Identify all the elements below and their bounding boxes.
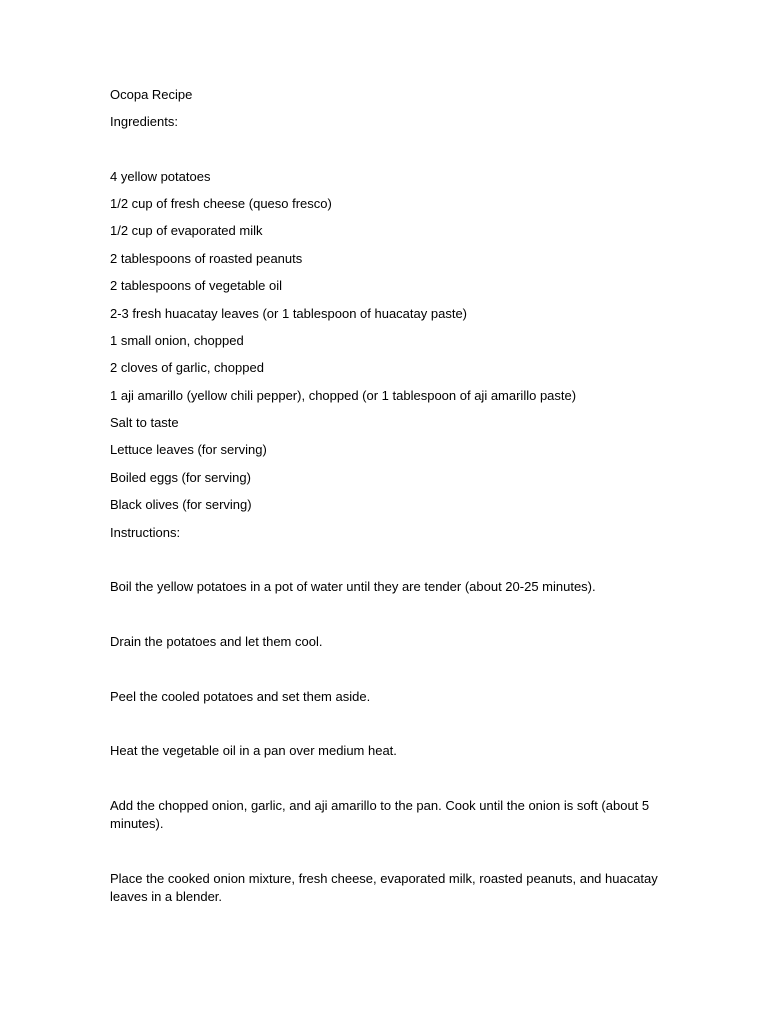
- ingredient-item: Lettuce leaves (for serving): [110, 442, 267, 457]
- instruction-step: Drain the potatoes and let them cool.: [110, 634, 323, 649]
- ingredient-item: 1/2 cup of evaporated milk: [110, 223, 263, 238]
- instructions-heading: Instructions:: [110, 525, 181, 540]
- ingredient-item: Boiled eggs (for serving): [110, 470, 251, 485]
- ingredient-item: 2-3 fresh huacatay leaves (or 1 tablespoon of huacatay paste): [110, 306, 467, 321]
- ingredient-item: 1/2 cup of fresh cheese (queso fresco): [110, 196, 332, 211]
- ingredient-item: 1 small onion, chopped: [110, 333, 244, 348]
- ingredient-item: Salt to taste: [110, 415, 179, 430]
- ingredient-item: Black olives (for serving): [110, 497, 252, 512]
- instruction-step: Add the chopped onion, garlic, and aji amarillo to the pan. Cook until the onion is soft (about 5 minutes).: [110, 798, 650, 831]
- instruction-step: Heat the vegetable oil in a pan over medium heat.: [110, 743, 397, 758]
- instruction-step: Place the cooked onion mixture, fresh cheese, evaporated milk, roasted peanuts, and huacatay leaves in a blender.: [110, 871, 658, 904]
- ingredient-item: 2 cloves of garlic, chopped: [110, 360, 264, 375]
- ingredient-item: 2 tablespoons of vegetable oil: [110, 278, 283, 293]
- instruction-step: Peel the cooled potatoes and set them aside.: [110, 689, 371, 704]
- ingredients-heading: Ingredients:: [110, 114, 178, 129]
- ingredient-item: 4 yellow potatoes: [110, 169, 211, 184]
- ingredient-item: 1 aji amarillo (yellow chili pepper), chopped (or 1 tablespoon of aji amarillo paste): [110, 388, 577, 403]
- ingredient-item: 2 tablespoons of roasted peanuts: [110, 251, 303, 266]
- document-title: Ocopa Recipe: [110, 87, 193, 102]
- instruction-step: Boil the yellow potatoes in a pot of water until they are tender (about 20-25 minutes).: [110, 579, 596, 594]
